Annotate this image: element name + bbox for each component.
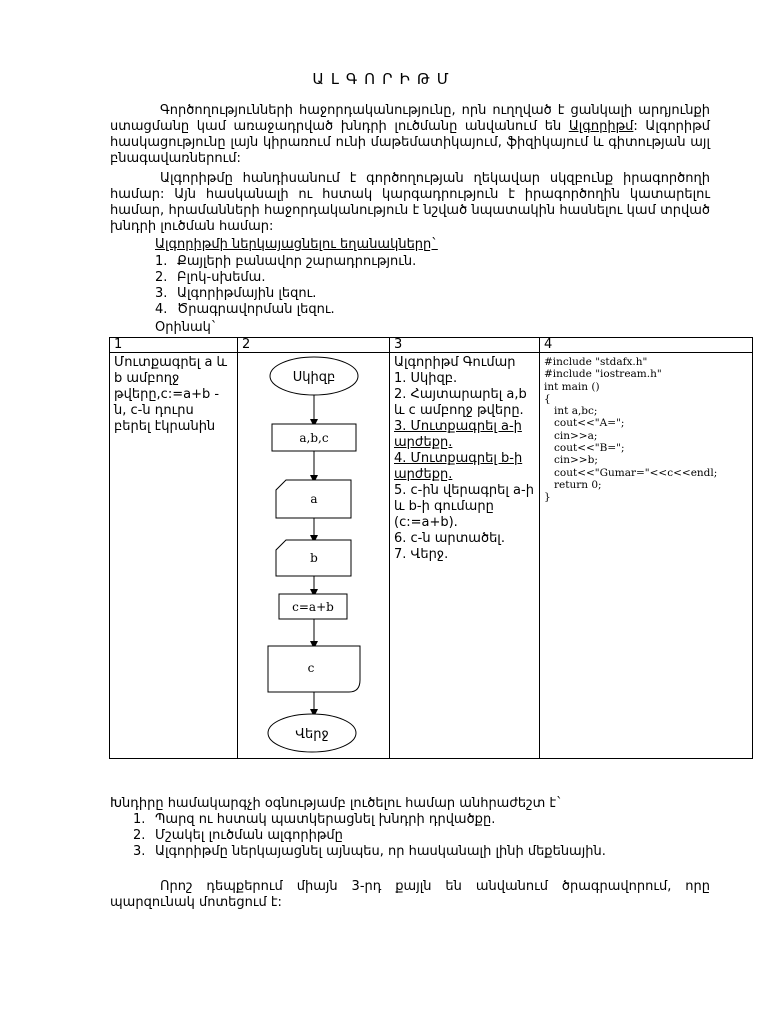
flowchart-declare-label: a,b,c xyxy=(299,431,329,445)
intro-paragraph-2: Ալգորիթմը հանդիսանում է գործողության ղեկավար սկզբունք իրագործողի համար: Այն հասկանալի ու հստակ կարգադրություն է իրագործողին կատարելու համար, հրամանների հաջորդականություն է նշված նպատակին հասնելու կամ տրված խնդրի լուծման համար: xyxy=(110,171,710,234)
flowchart-declare-node xyxy=(272,424,356,451)
methods-list xyxy=(155,254,416,318)
code-line: cout<<"Gumar="<<c<<endl; xyxy=(544,466,718,479)
code-line: cout<<"B="; xyxy=(544,442,625,455)
task-description: Մուտքագրել a և b ամբողջ թվերը,c:=a+b - ն, c-ն դուրս բերել էկրանին xyxy=(114,355,228,434)
code-line: int main () xyxy=(544,380,600,393)
code-line: #include "iostream.h" xyxy=(544,368,662,381)
flowchart xyxy=(239,353,389,763)
code-line: cin>>b; xyxy=(544,454,598,467)
algorithm-step: 2. Հայտարարել a,b և c ամբողջ թվերը. xyxy=(394,387,527,418)
algorithm-step: 3. Մուտքագրել a-ի արժեքը. xyxy=(394,419,522,450)
code-line: { xyxy=(544,392,551,405)
algorithm-title: Ալգորիթմ Գումար xyxy=(394,355,516,370)
algorithm-step: 6. c-ն արտածել. xyxy=(394,531,505,546)
intro-text-continued: : Ալգորիթմ հասկացությունը լայն կիրառում ունի մաթեմատիկայում, ֆիզիկայում և գիտության այլ բնագավառներում: xyxy=(110,119,710,166)
flowchart-start-node xyxy=(270,357,358,395)
algorithm-steps-cell xyxy=(390,353,540,759)
algorithm-term: Ալգորիթմ xyxy=(568,119,634,134)
algorithm-step: 7. Վերջ. xyxy=(394,547,449,562)
flowchart-end-label: Վերջ xyxy=(295,727,329,742)
flowchart-output-node xyxy=(268,646,360,692)
methods-heading xyxy=(155,237,438,253)
algorithm-step: 5. c-ին վերագրել a-ի և b-ի գումարը (c:=a+b). xyxy=(394,483,534,530)
final-paragraph: Որոշ դեպքերում միայն 3-րդ քայլն են անվանում ծրագրավորում, որը պարզունակ մոտեցում է: xyxy=(110,879,710,910)
flowchart-assign-label: c=a+b xyxy=(292,600,334,614)
requirements-heading: Խնդիրը համակարգչի օգնությամբ լուծելու համար անհրաժեշտ է` xyxy=(110,796,563,811)
list-item: 2. Մշակել լուծման ալգորիթմը xyxy=(133,828,343,843)
table-header-cell: 3 xyxy=(390,338,540,353)
intro-text: Գործողությունների հաջորդականությունը, որն ուղղված է ցանկալի արդյունքի ստացմանը կամ առաջադրված խնդրի լուծմանը անվանում են xyxy=(110,103,710,134)
example-label: Օրինակ` xyxy=(155,320,218,335)
list-item: 2. Բլոկ-սխեմա. xyxy=(155,270,266,285)
code-line: return 0; xyxy=(544,478,602,491)
code-line: } xyxy=(544,491,551,504)
algorithm-step: 1. Սկիզբ. xyxy=(394,371,458,386)
intro-paragraph-1 xyxy=(110,103,710,167)
code-line: int a,bc; xyxy=(544,405,598,418)
list-item: 4. Ծրագրավորման լեզու. xyxy=(155,302,335,317)
flowchart-end-node xyxy=(268,714,356,752)
flowchart-input-b-label: b xyxy=(310,551,318,565)
code-line: cin>>a; xyxy=(544,429,598,442)
table-header-cell: 4 xyxy=(540,338,753,353)
example-table xyxy=(109,337,753,759)
table-header-cell: 2 xyxy=(238,338,390,353)
table-header-cell: 1 xyxy=(110,338,238,353)
list-item: 1. Քայլերի բանավոր շարադրություն. xyxy=(155,254,417,269)
flowchart-output-label: c xyxy=(307,661,315,675)
table-header-row xyxy=(110,338,753,353)
flowchart-input-a-node xyxy=(276,480,351,518)
flowchart-input-a-label: a xyxy=(310,492,318,506)
algorithm-step: 4. Մուտքագրել b-ի արժեքը. xyxy=(394,451,523,482)
flowchart-input-b-node xyxy=(276,540,351,576)
code-line: #include "stdafx.h" xyxy=(544,356,648,368)
list-item: 3. Ալգորիթմը ներկայացնել այնպես, որ հասկանալի լինի մեքենային. xyxy=(133,844,606,859)
code-line: cout<<"A="; xyxy=(544,417,625,430)
list-item: 3. Ալգորիթմային լեզու. xyxy=(155,286,317,301)
methods-heading-text: Ալգորիթմի ներկայացնելու եղանակները` xyxy=(155,237,438,252)
list-item: 1. Պարզ ու հստակ պատկերացնել խնդրի դրվածքը. xyxy=(133,812,496,827)
table-row xyxy=(110,353,753,759)
code-cell xyxy=(540,353,753,759)
page-title: ԱԼԳՈՐԻԹՄ xyxy=(312,70,456,88)
task-description-cell xyxy=(110,353,238,759)
requirements-list xyxy=(133,812,606,860)
flowchart-start-label: Սկիզբ xyxy=(292,370,336,385)
flowchart-assign-node xyxy=(279,594,347,619)
